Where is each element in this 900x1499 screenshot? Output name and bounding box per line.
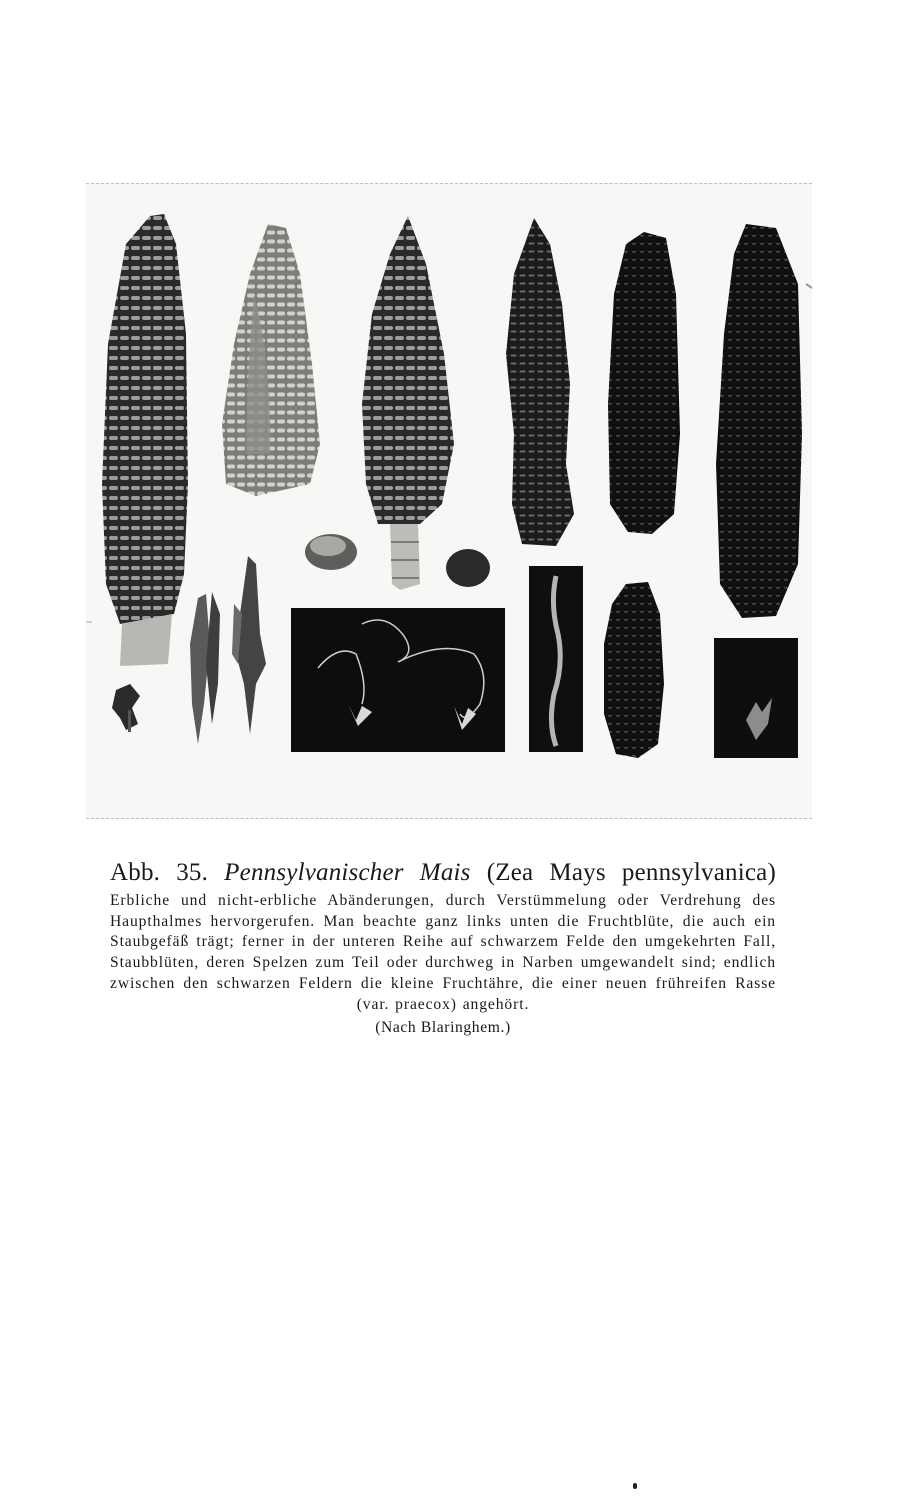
cob-5 xyxy=(608,232,680,534)
cob-2 xyxy=(222,224,320,496)
page-speck xyxy=(633,1483,637,1489)
cob-1 xyxy=(102,214,188,666)
figure-caption xyxy=(110,856,776,1039)
black-field-right xyxy=(714,638,798,758)
black-field-narrow xyxy=(529,566,583,752)
caption-source: (Nach Blaringhem.) xyxy=(375,1019,511,1037)
cob-6 xyxy=(716,224,802,618)
small-spike-1 xyxy=(190,592,220,744)
cob-praecox xyxy=(604,582,664,758)
small-spike-2 xyxy=(232,556,266,734)
fruit-flower xyxy=(112,684,140,732)
kernel-right xyxy=(446,549,490,587)
cob-3 xyxy=(362,216,454,590)
kernel-left-highlight xyxy=(310,536,346,556)
caption-description: Erbliche und nicht-erbliche Abänderungen, durch Verstümmelung oder Verdrehung des Haupthalmes hervorgerufen. Man beachte ganz links unten die Fruchtblüte, die auch ein Staubgefäß trägt; ferner in der unteren Reihe auf schwarzem Felde den umgekehrten Fall, Staubblüten, deren Spelzen zum Teil oder durchweg in Narben umgewandelt sind; endlich zwischen den schwarzen Feldern die kleine Fruchtähre, die einer neuen frühreifen Rasse (var. praecox) angehört. xyxy=(110,892,776,1013)
photo-plate xyxy=(86,183,812,819)
black-field-left xyxy=(291,608,505,752)
cob-4 xyxy=(506,218,574,546)
figure-title-latin: (Zea Mays pennsylvanica) xyxy=(486,859,776,886)
figure-title-italic: Pennsylvanischer Mais xyxy=(224,859,471,886)
figure-label: Abb. 35. xyxy=(110,859,209,886)
caption-title xyxy=(110,856,776,890)
maize-photograph xyxy=(86,184,812,818)
